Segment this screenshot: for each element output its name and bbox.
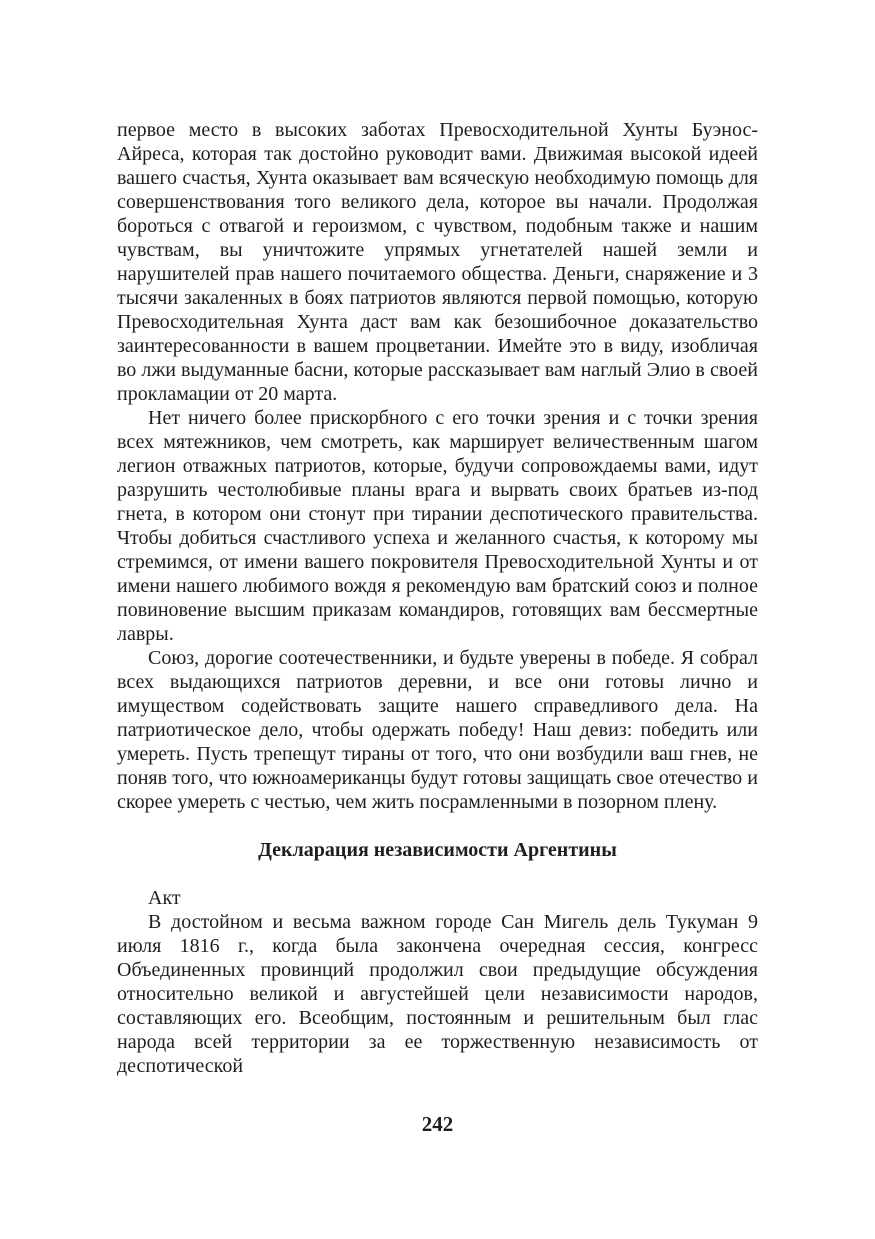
- document-page: [117, 118, 758, 1078]
- paragraph-act-label: Акт: [148, 887, 181, 909]
- paragraph-declaration: В достойном и весьма важном городе Сан Мигель дель Тукуман 9 июля 1816 г., когда была закончена очередная сессия, конгресс Объединенных провинций продолжил свои предыдущие обсуждения относительно великой и августейшей цели независимости народов, составляющих его. Всеобщим, постоянным и решительным был глас народа всей территории за ее торжественную независимость от деспотической: [117, 911, 758, 1077]
- paragraph-continuation: первое место в высоких заботах Превосходительной Хунты Буэнос-Айреса, которая так достойно руководит вами. Движимая высокой идеей вашего счастья, Хунта оказывает вам всяческую необходимую помощь для совершенствования того великого дела, которое вы начали. Продолжая бороться с отвагой и героизмом, с чувством, подобным также и нашим чувствам, вы уничтожите упрямых угнетателей нашей земли и нарушителей прав нашего почитаемого общества. Деньги, снаряжение и 3 тысячи закаленных в боях патриотов являются первой помощью, которую Превосходительная Хунта даст вам как безошибочное доказательство заинтересованности в вашем процветании. Имейте это в виду, изобличая во лжи выдуманные басни, которые рассказывает вам наглый Элио в своей прокламации от 20 марта.: [117, 119, 758, 405]
- paragraph-union: Союз, дорогие соотечественники, и будьте уверены в победе. Я собрал всех выдающихся патриотов деревни, и все они готовы лично и имуществом содействовать защите нашего справедливого дела. На патриотическое дело, чтобы одержать победу! Наш девиз: победить или умереть. Пусть трепещут тираны от того, что они возбудили ваш гнев, не поняв того, что южноамериканцы будут готовы защищать свое отечество и скорее умереть с честью, чем жить посрамленными в позорном плену.: [117, 647, 758, 813]
- paragraph-rebels: Нет ничего более прискорбного с его точки зрения и с точки зрения всех мятежников, чем смотреть, как марширует величественным шагом легион отважных патриотов, которые, будучи сопровождаемы вами, идут разрушить честолюбивые планы врага и вырвать своих братьев из-под гнета, в котором они стонут при тирании деспотического правительства. Чтобы добиться счастливого успеха и желанного счастья, к которому мы стремимся, от имени вашего покровителя Превосходительной Хунты и от имени нашего любимого вождя я рекомендую вам братский союз и полное повиновение высшим приказам командиров, готовящих вам бессмертные лавры.: [117, 407, 758, 645]
- page-number: 242: [421, 1112, 454, 1136]
- section-heading: Декларация независимости Аргентины: [258, 839, 617, 861]
